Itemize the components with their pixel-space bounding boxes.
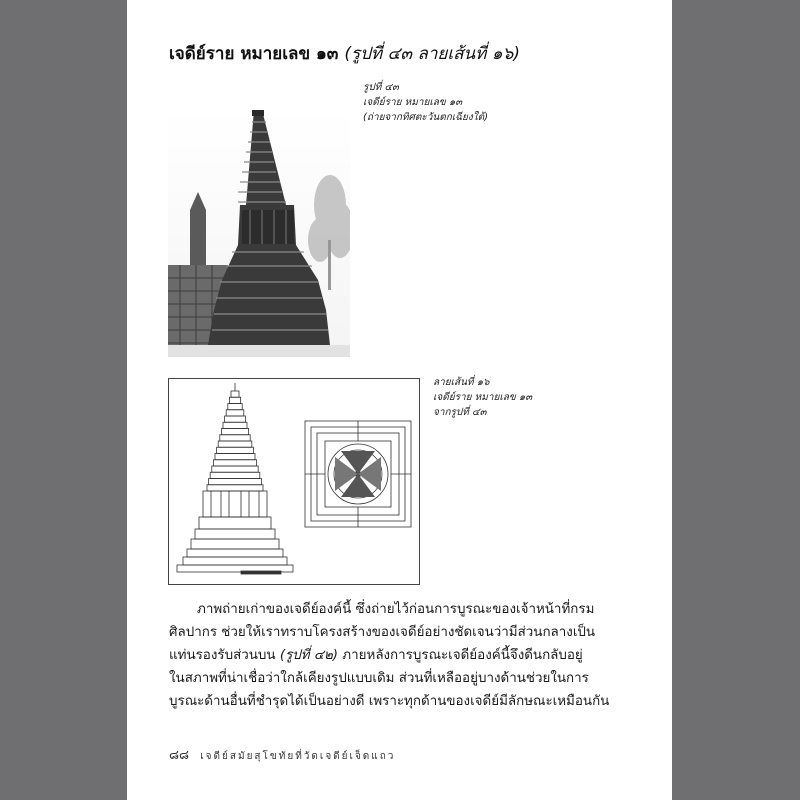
- chedi-photo: [168, 110, 350, 357]
- spire-tier: [221, 429, 248, 435]
- drawing-caption-line: จากรูปที่ ๔๓: [433, 407, 487, 418]
- spire-tier: [215, 454, 255, 460]
- spire-tier: [217, 447, 254, 453]
- spire-tier: [220, 435, 250, 441]
- paragraph-line: ในสภาพที่น่าเชื่อว่าใกล้เคียงรูปแบบเดิม ส่วนที่เหลืออยู่บางด้านช่วยในการ: [169, 671, 589, 686]
- paragraph-text: แท่นรองรับส่วนบน: [169, 648, 276, 663]
- document-page: [127, 0, 672, 800]
- photo-caption-line: เจดีย์ราย หมายเลข ๑๓: [363, 97, 463, 108]
- spire-tier: [210, 472, 260, 478]
- spire-tier: [229, 397, 240, 403]
- spire-tier: [225, 416, 246, 422]
- paragraph-line: [169, 644, 627, 667]
- paragraph-text: ภายหลังการบูรณะเจดีย์องค์นี้จึงดีนกลับอยู่: [342, 648, 583, 663]
- page-number: ๘๘: [169, 748, 190, 763]
- spire-tier: [209, 479, 262, 485]
- spire-tier: [212, 466, 258, 472]
- page-footer: [169, 744, 629, 765]
- photo-caption: [363, 80, 488, 125]
- chedi-plan-drawing: [305, 421, 411, 527]
- spire-tier: [231, 391, 239, 397]
- spire-tier: [226, 410, 244, 416]
- heading-title: เจดีย์ราย หมายเลข ๑๓: [169, 44, 339, 64]
- drawing-caption-line: ลายเส้นที่ ๑๖: [433, 377, 490, 388]
- running-title: เจดีย์สมัยสุโขทัยที่วัดเจดีย์เจ็ดแถว: [200, 751, 396, 762]
- chedi-elevation-drawing: [177, 383, 293, 574]
- section-heading: [169, 40, 649, 67]
- spire-tier: [207, 485, 263, 491]
- drawing-caption: [433, 375, 532, 420]
- figure-reference: (รูปที่ ๔๒): [279, 648, 339, 663]
- body-paragraph: [169, 598, 627, 713]
- heading-reference: (รูปที่ ๔๓ ลายเส้นที่ ๑๖): [344, 44, 520, 64]
- spire-tier: [223, 422, 247, 428]
- paragraph-line: ภาพถ่ายเก่าของเจดีย์องค์นี้ ซึ่งถ่ายไว้ก่อนการบูรณะของเจ้าหน้าที่กรม: [197, 602, 595, 617]
- paragraph-line: ศิลปากร ช่วยให้เราทราบโครงสร้างของเจดีย์อย่างชัดเจนว่ามีส่วนกลางเป็น: [169, 625, 596, 640]
- photo-caption-line: รูปที่ ๔๓: [363, 82, 399, 93]
- photo-caption-line: (ถ่ายจากทิศตะวันตกเฉียงใต้): [363, 112, 489, 123]
- drawing-caption-line: เจดีย์ราย หมายเลข ๑๓: [433, 392, 533, 403]
- spire-tier: [213, 460, 256, 466]
- spire-tier: [228, 404, 242, 410]
- line-drawing: [168, 378, 420, 585]
- paragraph-line: บูรณะด้านอื่นที่ชำรุดได้เป็นอย่างดี เพราะทุกด้านของเจดีย์มีลักษณะเหมือนกัน: [169, 694, 610, 709]
- spire-tier: [218, 441, 252, 447]
